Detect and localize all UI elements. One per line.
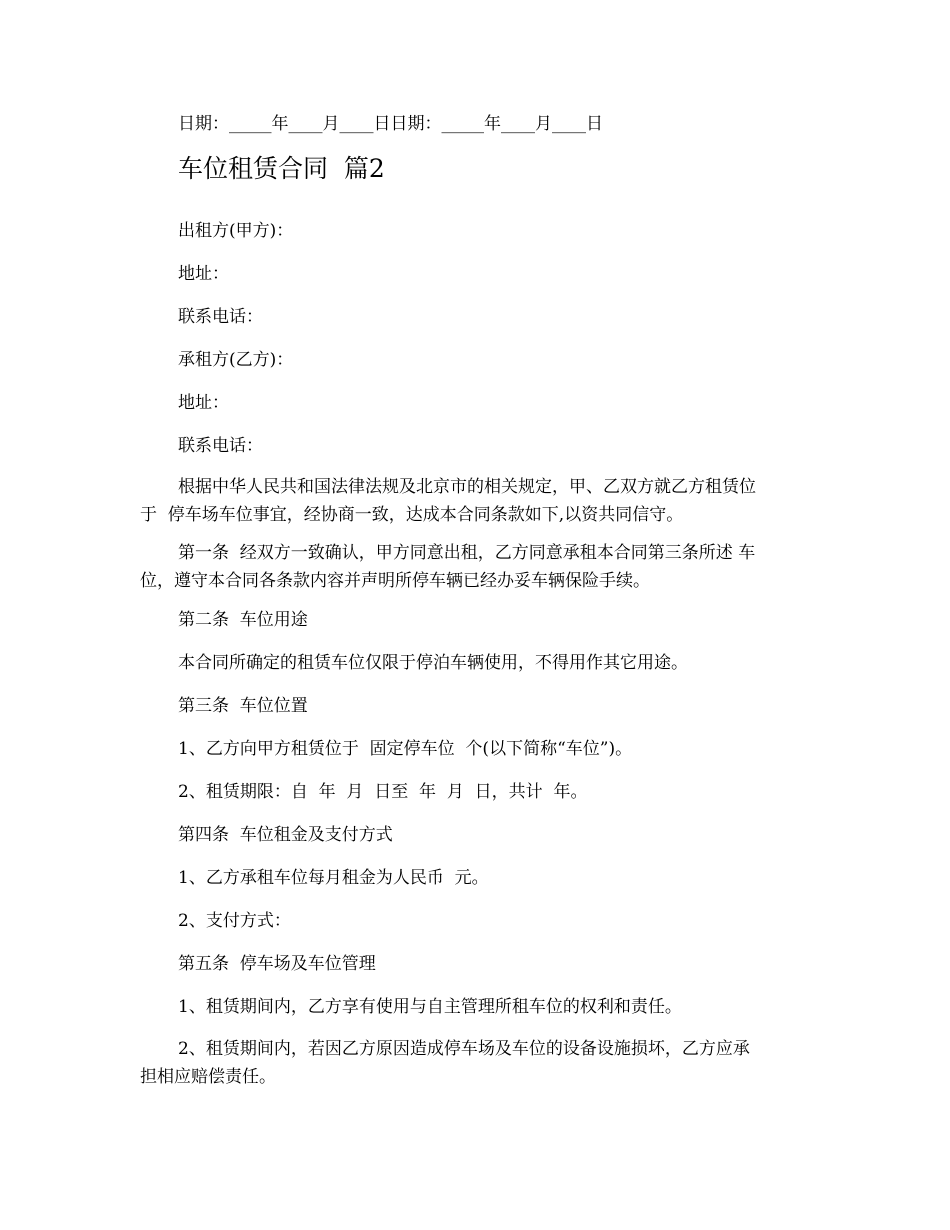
- article-5-item-2-line-1: 2、租赁期间内，若因乙方原因造成停车场及车位的设备设施损坏，乙方应承: [178, 1039, 750, 1059]
- article-4-item-2: 2、支付方式：: [178, 911, 291, 931]
- article-2-heading: 第二条 车位用途: [178, 610, 308, 630]
- article-3-item-1: 1、乙方向甲方租赁位于 固定停车位 个(以下简称“车位”)。: [178, 739, 633, 759]
- article-4-item-1: 1、乙方承租车位每月租金为人民币 元。: [178, 868, 489, 888]
- article-5-item-2-line-2: 担相应赔偿责任。: [140, 1067, 276, 1087]
- article-3-heading: 第三条 车位位置: [178, 696, 308, 716]
- article-5-heading: 第五条 停车场及车位管理: [178, 954, 376, 974]
- article-1-line-1: 第一条 经双方一致确认，甲方同意出租，乙方同意承租本合同第三条所述 车: [178, 543, 756, 563]
- lessee-phone-label: 联系电话：: [178, 436, 263, 456]
- article-2-body: 本合同所确定的租赁车位仅限于停泊车辆使用，不得用作其它用途。: [178, 653, 688, 673]
- lessee-label: 承租方(乙方)：: [178, 350, 294, 370]
- article-3-item-2: 2、租赁期限：自 年 月 日至 年 月 日，共计 年。: [178, 782, 588, 802]
- contract-title: 车位租赁合同 篇2: [178, 154, 385, 183]
- article-5-item-1: 1、租赁期间内，乙方享有使用与自主管理所租车位的权利和责任。: [178, 997, 682, 1017]
- preamble-line-2: 于 停车场车位事宜，经协商一致，达成本合同条款如下,以资共同信守。: [140, 505, 684, 525]
- lessee-address-label: 地址：: [178, 393, 229, 413]
- preamble-line-1: 根据中华人民共和国法律法规及北京市的相关规定，甲、乙双方就乙方租赁位: [178, 477, 756, 497]
- article-1-line-2: 位，遵守本合同各条款内容并声明所停车辆已经办妥车辆保险手续。: [140, 571, 650, 591]
- date-line: 日期：_____年____月____日日期：_____年____月____日: [178, 114, 603, 134]
- lessor-address-label: 地址：: [178, 264, 229, 284]
- lessor-phone-label: 联系电话：: [178, 307, 263, 327]
- lessor-label: 出租方(甲方)：: [178, 221, 294, 241]
- article-5-item-2: [140, 1037, 830, 1089]
- article-4-heading: 第四条 车位租金及支付方式: [178, 825, 393, 845]
- preamble-paragraph: [140, 475, 830, 527]
- article-1-paragraph: [140, 541, 830, 593]
